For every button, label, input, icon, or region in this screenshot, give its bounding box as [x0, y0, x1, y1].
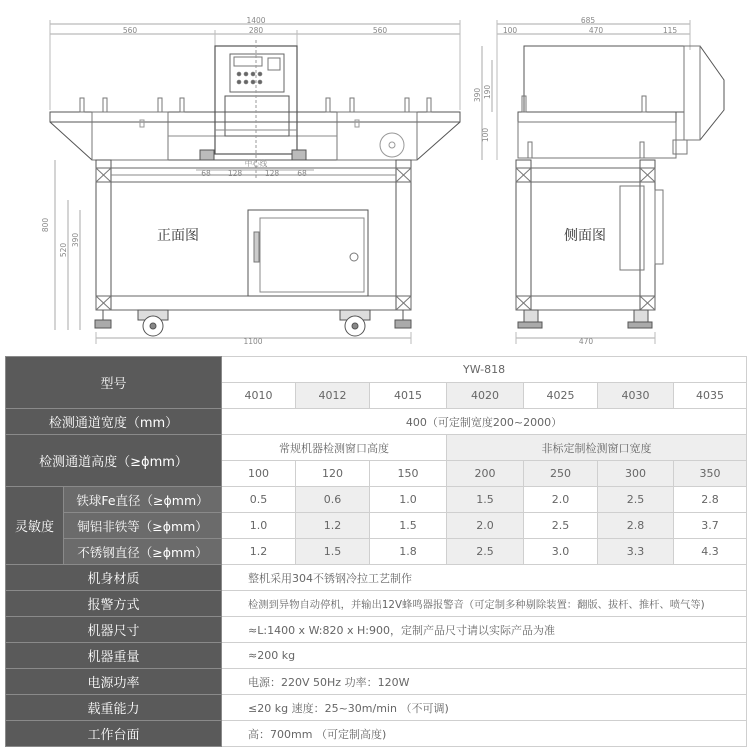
front-dim-total: 1400: [246, 16, 266, 25]
height-group-standard: 常规机器检测窗口高度: [222, 435, 447, 461]
sens-value: 2.8: [674, 487, 747, 513]
front-view: [50, 20, 460, 344]
front-dim-h2: 390: [71, 232, 80, 248]
front-dim-h1: 520: [59, 242, 68, 258]
width-value: 400（可定制宽度200~2000）: [222, 409, 747, 435]
side-dim-a: 390: [473, 87, 482, 103]
power-label: 电源功率: [6, 669, 222, 695]
sens-value: 0.5: [222, 487, 296, 513]
worktable-label: 工作台面: [6, 721, 222, 747]
height-value: 120: [296, 461, 370, 487]
height-value: 200: [447, 461, 524, 487]
sens-value: 2.8: [598, 513, 674, 539]
material-value: 整机采用304不锈钢冷拉工艺制作: [222, 565, 747, 591]
load-label: 载重能力: [6, 695, 222, 721]
front-dim-128a: 128: [227, 169, 243, 178]
side-dim-c: 100: [481, 127, 490, 143]
sens-value: 1.0: [222, 513, 296, 539]
model-4010: 4010: [222, 383, 296, 409]
sensitivity-label: 灵敏度: [6, 487, 64, 565]
height-value: 300: [598, 461, 674, 487]
load-value: ≤20 kg 速度：25~30m/min （不可调): [222, 695, 747, 721]
side-view-label: 侧面图: [564, 228, 606, 244]
model-4012: 4012: [296, 383, 370, 409]
front-dim-68a: 68: [201, 169, 211, 178]
front-view-label: 正面图: [157, 228, 199, 244]
sens-value: 1.2: [296, 513, 370, 539]
sens-value: 1.5: [447, 487, 524, 513]
model-4025: 4025: [524, 383, 598, 409]
sens-sus-label: 不锈钢直径（≥ϕmm）: [64, 539, 222, 565]
sens-value: 2.0: [524, 487, 598, 513]
sens-value: 2.0: [447, 513, 524, 539]
size-value: ≈L:1400 x W:820 x H:900，定制产品尺寸请以实际产品为准: [222, 617, 747, 643]
height-value: 250: [524, 461, 598, 487]
height-value: 100: [222, 461, 296, 487]
side-view: [482, 20, 724, 344]
height-value: 350: [674, 461, 747, 487]
sens-value: 1.2: [222, 539, 296, 565]
side-dim-mid: 470: [588, 26, 604, 35]
front-dim-68b: 68: [297, 169, 307, 178]
sens-value: 4.3: [674, 539, 747, 565]
sens-value: 1.5: [370, 513, 447, 539]
material-label: 机身材质: [6, 565, 222, 591]
spec-table: [5, 356, 747, 747]
center-line-label: 中心线: [244, 159, 268, 168]
height-group-custom: 非标定制检测窗口宽度: [447, 435, 747, 461]
front-dim-center: 280: [248, 26, 264, 35]
sens-value: 2.5: [598, 487, 674, 513]
sens-fe-label: 铁球Fe直径（≥ϕmm）: [64, 487, 222, 513]
model-4030: 4030: [598, 383, 674, 409]
front-dim-bottom: 1100: [243, 337, 263, 346]
worktable-value: 高：700mm （可定制高度): [222, 721, 747, 747]
model-4015: 4015: [370, 383, 447, 409]
model-label: 型号: [6, 357, 222, 409]
side-dim-b: 190: [483, 84, 492, 100]
sens-value: 1.0: [370, 487, 447, 513]
model-4020: 4020: [447, 383, 524, 409]
sens-value: 2.5: [447, 539, 524, 565]
side-dim-total: 685: [580, 16, 596, 25]
sens-value: 1.8: [370, 539, 447, 565]
front-dim-128b: 128: [264, 169, 280, 178]
front-dim-h-total: 800: [41, 217, 50, 233]
height-value: 150: [370, 461, 447, 487]
sens-value: 3.7: [674, 513, 747, 539]
side-dim-left: 100: [502, 26, 518, 35]
size-label: 机器尺寸: [6, 617, 222, 643]
sens-value: 0.6: [296, 487, 370, 513]
side-dim-right: 115: [662, 26, 678, 35]
alarm-label: 报警方式: [6, 591, 222, 617]
power-value: 电源：220V 50Hz 功率：120W: [222, 669, 747, 695]
drawing-canvas: [0, 0, 750, 355]
weight-value: ≈200 kg: [222, 643, 747, 669]
front-dim-right: 560: [372, 26, 388, 35]
alarm-value: 检测到异物自动停机，并输出12V蜂鸣器报警音（可定制多种剔除装置：翻版、拔杆、推杆、喷气等): [222, 591, 747, 617]
width-label: 检测通道宽度（mm）: [6, 409, 222, 435]
technical-drawing: [0, 0, 750, 355]
sens-value: 1.5: [296, 539, 370, 565]
sens-value: 3.3: [598, 539, 674, 565]
weight-label: 机器重量: [6, 643, 222, 669]
sens-value: 2.5: [524, 513, 598, 539]
model-name: YW-818: [222, 357, 747, 383]
height-label: 检测通道高度（≥ϕmm）: [6, 435, 222, 487]
model-4035: 4035: [674, 383, 747, 409]
side-dim-bottom: 470: [578, 337, 594, 346]
sens-value: 3.0: [524, 539, 598, 565]
front-dim-left: 560: [122, 26, 138, 35]
sens-nonfe-label: 铜铝非铁等（≥ϕmm）: [64, 513, 222, 539]
